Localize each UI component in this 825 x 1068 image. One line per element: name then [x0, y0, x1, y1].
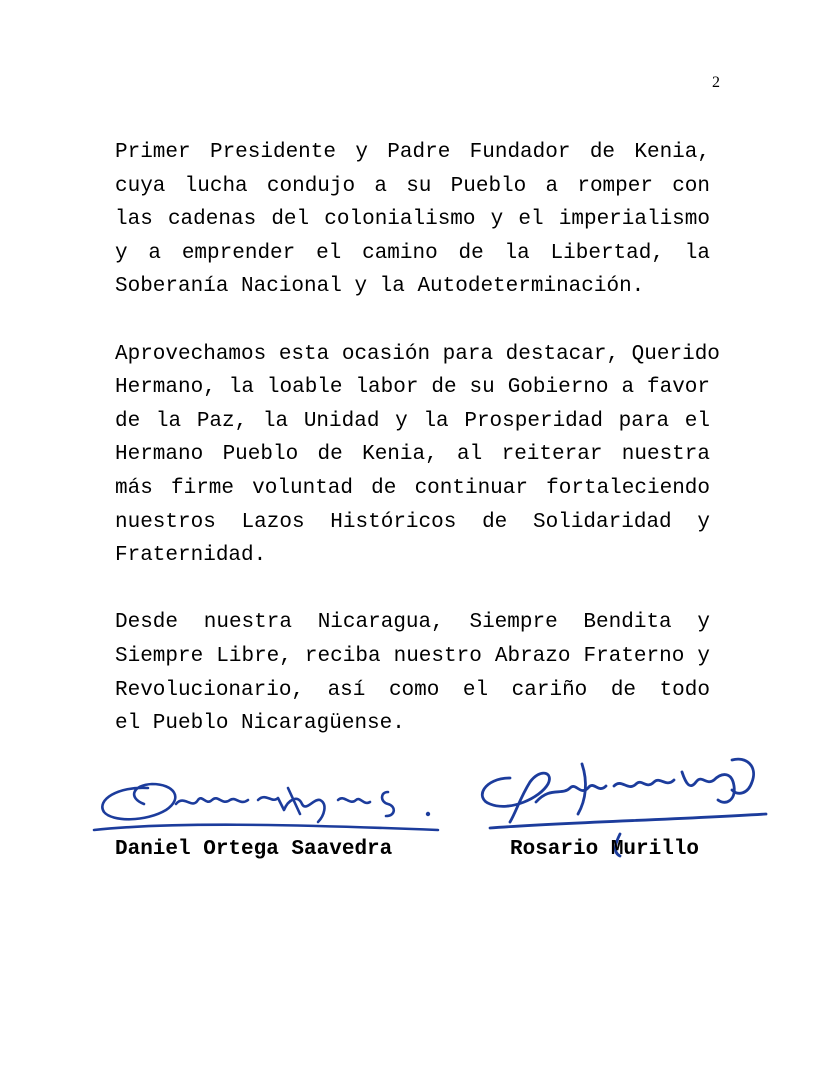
text-line: Desde nuestra Nicaragua, Siempre Bendita y	[115, 611, 710, 635]
signer-name-left: Daniel Ortega Saavedra	[115, 838, 393, 861]
text-line: y a emprender el camino de la Libertad, la	[115, 241, 710, 265]
text-line: de la Paz, la Unidad y la Prosperidad para el	[115, 409, 710, 433]
signer-name-right: Rosario Murillo	[510, 838, 700, 861]
text-line: Hermano Pueblo de Kenia, al reiterar nuestra	[115, 443, 710, 467]
text-line: Revolucionario, así como el cariño de todo	[115, 678, 710, 702]
text-line: Soberanía Nacional y la Autodeterminación.	[115, 275, 645, 299]
text-line: Fraternidad.	[115, 544, 267, 568]
paragraph-1	[115, 136, 710, 304]
text-line: nuestros Lazos Históricos de Solidaridad y	[115, 510, 710, 534]
text-line: las cadenas del colonialismo y el imperialismo	[115, 208, 710, 232]
text-line: el Pueblo Nicaragüense.	[115, 712, 405, 736]
text-line: cuya lucha condujo a su Pueblo a romper con	[115, 174, 710, 198]
letter-body	[115, 136, 720, 774]
text-line: Hermano, la loable labor de su Gobierno a favor	[115, 376, 710, 400]
text-line: Siempre Libre, reciba nuestro Abrazo Fraterno y	[115, 644, 710, 668]
page-number: 2	[712, 74, 720, 91]
paragraph-2	[115, 338, 720, 573]
text-line: más firme voluntad de continuar fortaleciendo	[115, 476, 710, 500]
paragraph-3	[115, 606, 710, 740]
text-line: Primer Presidente y Padre Fundador de Kenia,	[115, 141, 710, 164]
signature-daniel-ortega	[88, 770, 448, 840]
text-line: Aprovechamos esta ocasión para destacar, Querido	[115, 342, 720, 366]
